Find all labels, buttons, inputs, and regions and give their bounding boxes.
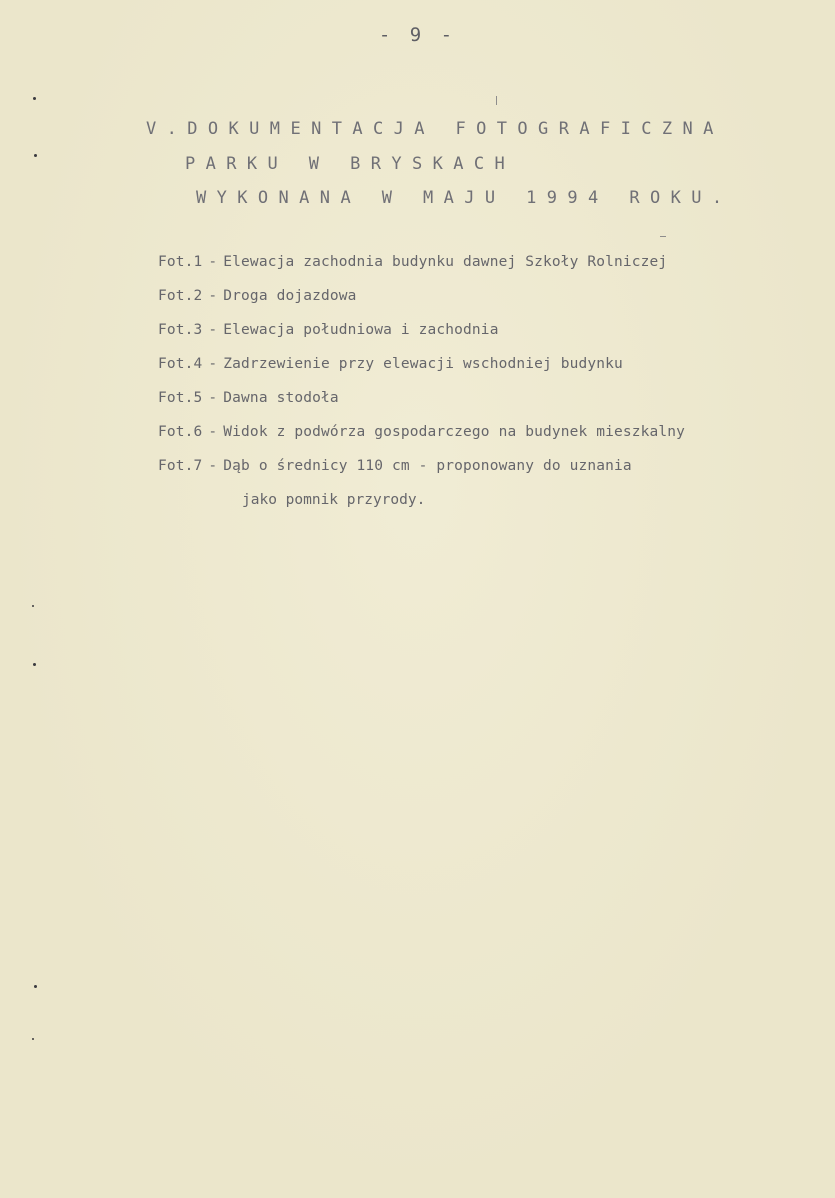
photo-description: Widok z podwórza gospodarczego na budynek mieszkalny [223, 424, 686, 440]
separator-dash: - [208, 458, 218, 474]
margin-speck [34, 985, 37, 988]
margin-speck [32, 1038, 34, 1040]
photo-item-7 [158, 458, 685, 492]
margin-mark [660, 236, 666, 237]
photo-code: Fot.2 [158, 288, 203, 304]
title-line-2: PARKU W BRYSKACH [185, 154, 516, 174]
margin-speck [33, 97, 36, 100]
photo-item-4 [158, 356, 685, 390]
photo-item-3 [158, 322, 685, 356]
title-line-1: V.DOKUMENTACJA FOTOGRAFICZNA [146, 119, 724, 139]
photo-item-7-continuation: jako pomnik przyrody. [242, 492, 426, 508]
photo-description: Elewacja południowa i zachodnia [223, 322, 499, 338]
separator-dash: - [208, 288, 218, 304]
separator-dash: - [208, 390, 218, 406]
photo-item-1 [158, 254, 685, 288]
title-line-3: WYKONANA W MAJU 1994 ROKU. [196, 188, 733, 208]
photo-description: Dąb o średnicy 110 cm - proponowany do uznania [223, 458, 632, 474]
photo-code: Fot.4 [158, 356, 203, 372]
photo-code: Fot.6 [158, 424, 203, 440]
margin-speck [34, 154, 37, 157]
separator-dash: - [208, 356, 218, 372]
photo-code: Fot.1 [158, 254, 203, 270]
margin-speck [33, 663, 36, 666]
photo-item-2 [158, 288, 685, 322]
separator-dash: - [208, 424, 218, 440]
photo-item-5 [158, 390, 685, 424]
separator-dash: - [208, 254, 218, 270]
photo-description: Elewacja zachodnia budynku dawnej Szkoły Rolniczej [223, 254, 668, 270]
photo-code: Fot.7 [158, 458, 203, 474]
margin-mark [496, 96, 497, 105]
photo-item-6 [158, 424, 685, 458]
photo-description: Droga dojazdowa [223, 288, 357, 304]
photo-description: Zadrzewienie przy elewacji wschodniej budynku [223, 356, 623, 372]
photo-description: Dawna stodoła [223, 390, 339, 406]
photo-list [158, 254, 685, 526]
page-number: - 9 - [378, 24, 457, 46]
photo-code: Fot.3 [158, 322, 203, 338]
separator-dash: - [208, 322, 218, 338]
margin-speck [32, 605, 34, 607]
photo-code: Fot.5 [158, 390, 203, 406]
